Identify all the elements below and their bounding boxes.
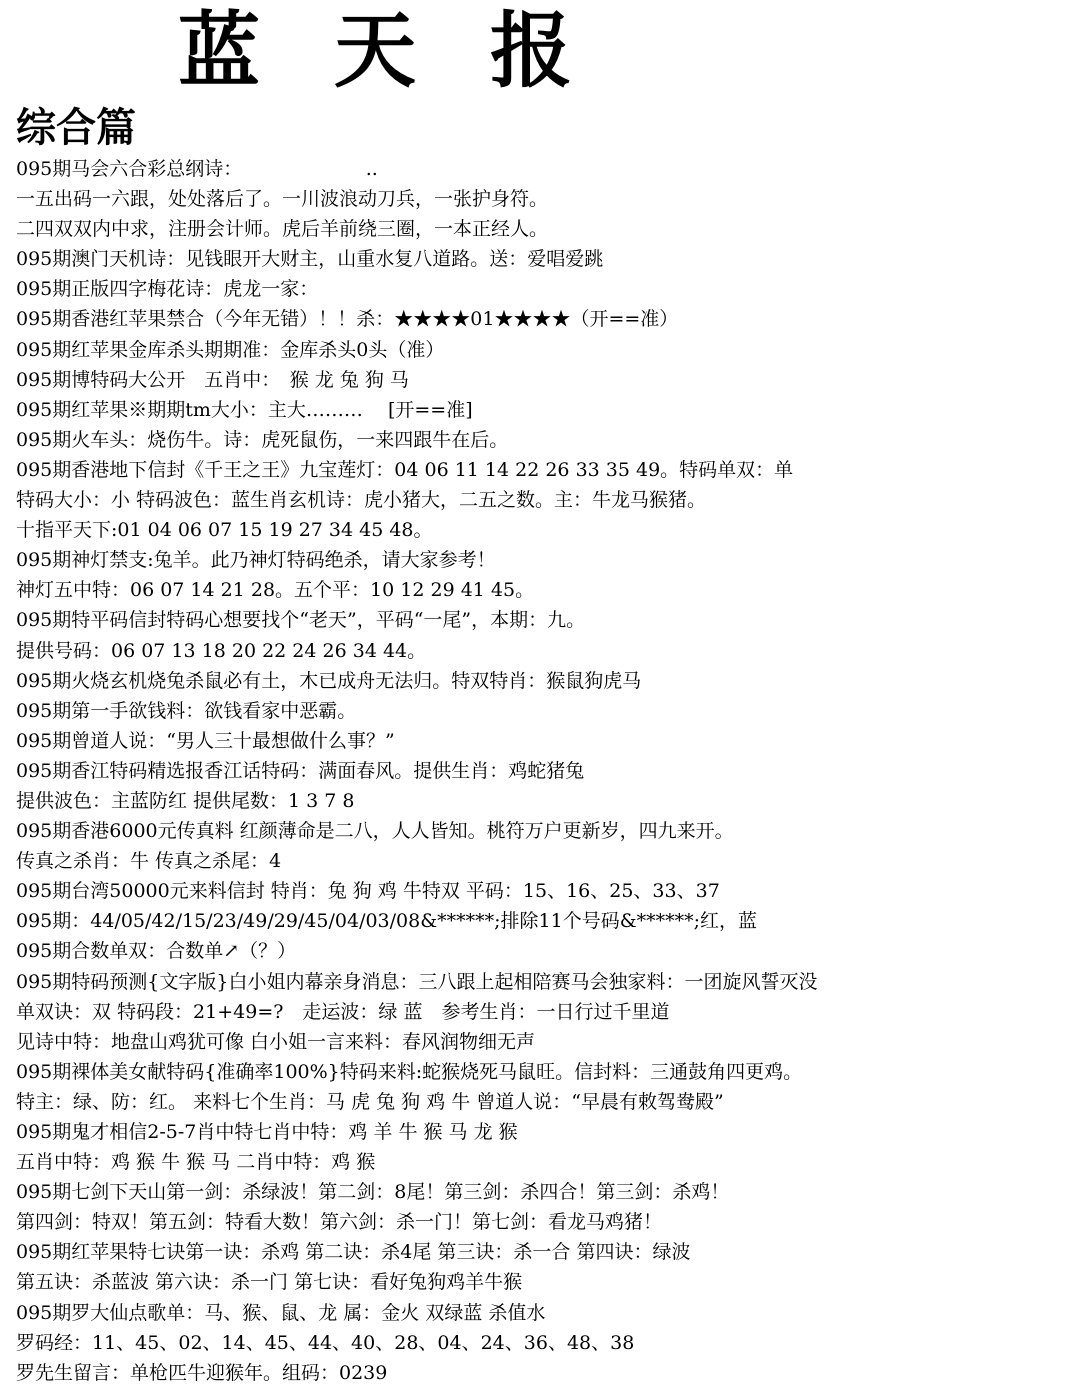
text-line: 095期马会六合彩总纲诗： .. (16, 158, 378, 180)
text-line: 095期红苹果※期期tm大小：主大……… [开==准] (16, 398, 473, 421)
text-line: 095期澳门天机诗：见钱眼开大财主，山重水复八道路。送：爱唱爱跳 (16, 248, 604, 271)
text-line: 五肖中特：鸡 猴 牛 猴 马 二肖中特：鸡 猴 (16, 1151, 376, 1174)
masthead-char-2: 天 (334, 3, 417, 99)
text-line: 095期七剑下天山第一剑：杀绿波！第二剑：8尾！第三剑：杀四合！第三剑：杀鸡！ (16, 1181, 730, 1204)
text-line: 095期裸体美女献特码{准确率100%}特码来料:蛇猴烧死马鼠旺。信封料：三通鼓角四更鸡。 (16, 1060, 803, 1083)
text-line: 095期鬼才相信2-5-7肖中特七肖中特：鸡 羊 牛 猴 马 龙 猴 (16, 1121, 518, 1143)
text-line: 传真之杀肖：牛 传真之杀尾：4 (16, 850, 282, 873)
text-line: 095期火烧玄机烧兔杀鼠必有土，木已成舟无法归。特双特肖：猴鼠狗虎马 (16, 669, 642, 692)
text-line: 095期香港6000元传真料 红颜薄命是二八，人人皆知。桃符万户更新岁，四九来开。 (16, 820, 734, 843)
text-line: 095期合数单双：合数单↗（？） (16, 940, 297, 963)
text-line: 095期火车头：烧伤牛。诗：虎死鼠伤，一来四跟牛在后。 (16, 428, 509, 451)
text-line: 095期罗大仙点歌单：马、猴、鼠、龙 属：金火 双绿蓝 杀值水 (16, 1301, 546, 1324)
text-line: 提供波色：主蓝防红 提供尾数：1 3 7 8 (16, 789, 355, 812)
text-line: 095期特平码信封特码心想要找个“老天”，平码“一尾”，本期：九。 (16, 609, 586, 632)
text-line: 罗先生留言：单枪匹牛迎猴年。组码：0239 (16, 1361, 388, 1384)
text-line: 095期第一手欲钱料：欲钱看家中恶霸。 (16, 699, 357, 722)
text-line: 第四剑：特双！第五剑：特看大数！第六剑：杀一门！第七剑：看龙马鸡猪！ (16, 1211, 663, 1234)
text-line: 一五出码一六跟，处处落后了。一川波浪动刀兵，一张护身符。 (16, 188, 549, 211)
text-line: 095期香港地下信封《千王之王》九宝莲灯：04 06 11 14 22 26 33 35 49。特码单双：单 (16, 458, 794, 481)
text-line: 见诗中特：地盘山鸡犹可像 白小姐一言来料：春风润物细无声 (16, 1030, 536, 1053)
text-line: 095期曾道人说：“男人三十最想做什么事？” (16, 729, 395, 752)
text-line: 十指平天下:01 04 06 07 15 19 27 34 45 48。 (16, 519, 433, 542)
text-line: 特码大小：小 特码波色：蓝生肖玄机诗：虎小猪大，二五之数。主：牛龙马猴猪。 (16, 489, 707, 512)
text-line: 单双诀：双 特码段：21+49=? 走运波：绿 蓝 参考生肖：一日行过千里道 (16, 1000, 670, 1023)
content-lines (16, 154, 1056, 1388)
text-line: 神灯五中特：06 07 14 21 28。五个平：10 12 29 41 45。 (16, 579, 535, 602)
section-title: 综合篇 (16, 104, 136, 151)
text-line: 095期台湾50000元来料信封 特肖：兔 狗 鸡 牛特双 平码：15、16、25、33、37 (16, 880, 720, 903)
text-line: 095期香江特码精选报香江话特码：满面春风。提供生肖：鸡蛇猪兔 (16, 759, 585, 782)
text-line: 罗码经：11、45、02、14、45、44、40、28、04、24、36、48、38 (16, 1331, 635, 1354)
text-line: 095期：44/05/42/15/23/49/29/45/04/03/08&******;排除11个号码&******;红，蓝 (16, 910, 758, 933)
text-line: 特主：绿、防：红。 来料七个生肖：马 虎 兔 狗 鸡 牛 曾道人说：“早晨有敕驾鸯殿” (16, 1090, 724, 1113)
text-line: 提供号码：06 07 13 18 20 22 24 26 34 44。 (16, 639, 427, 662)
text-line: 095期博特码大公开 五肖中： 猴 龙 兔 狗 马 (16, 368, 409, 391)
masthead-char-1: 蓝 (178, 3, 261, 99)
text-line: 095期正版四字梅花诗：虎龙一家： (16, 278, 319, 301)
text-line: 第五诀：杀蓝波 第六诀：杀一门 第七诀：看好兔狗鸡羊牛猴 (16, 1271, 523, 1294)
masthead-char-3: 报 (490, 3, 573, 99)
text-line: 095期特码预测{文字版}白小姐内幕亲身消息：三八跟上起相陪赛马会独家料：一团旋风誓灭没 (16, 970, 818, 993)
text-line: 二四双双内中求，注册会计师。虎后羊前绕三圈，一本正经人。 (16, 218, 549, 241)
text-line: 095期香港红苹果禁合（今年无错）！！杀：★★★★01★★★★（开==准） (16, 308, 679, 331)
text-line: 095期红苹果特七诀第一诀：杀鸡 第二诀：杀4尾 第三诀：杀一合 第四诀：绿波 (16, 1241, 691, 1264)
text-line: 095期神灯禁支:兔羊。此乃神灯特码绝杀，请大家参考！ (16, 549, 496, 572)
masthead-title (0, 3, 760, 99)
text-line: 095期红苹果金库杀头期期准：金库杀头0头（准） (16, 338, 445, 361)
